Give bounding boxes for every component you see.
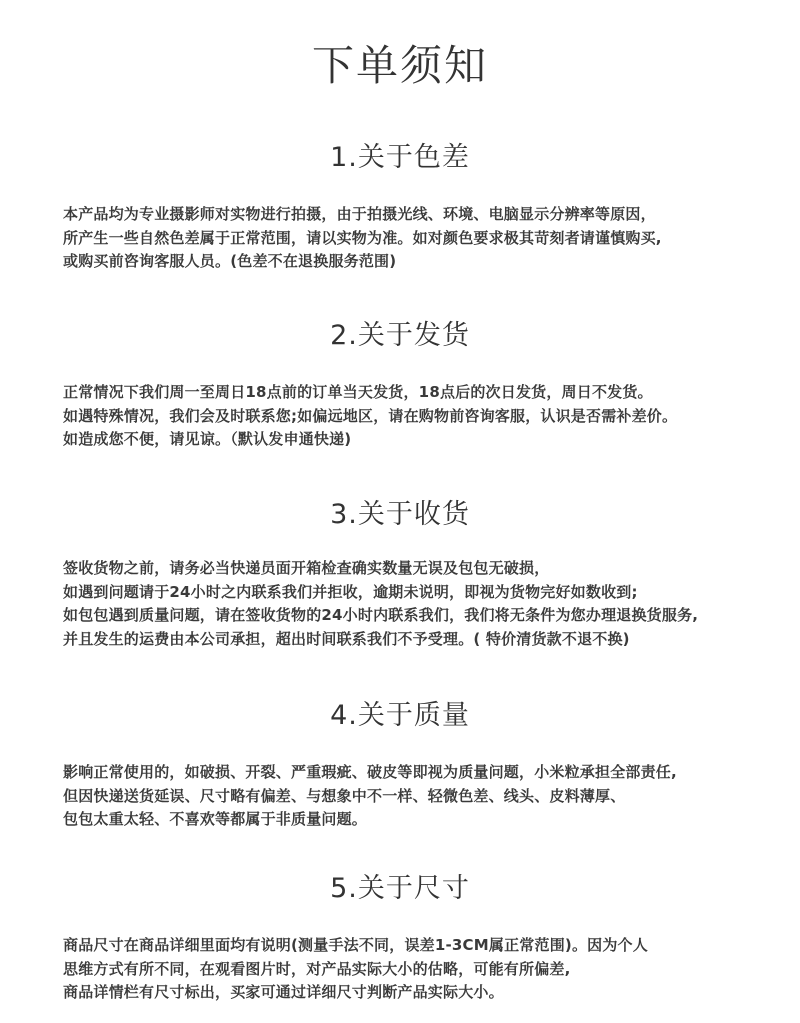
section-text-line: 商品尺寸在商品详细里面均有说明(测量手法不同，误差1-3CM属正常范围)。因为个人: [63, 936, 648, 954]
section-body: [63, 761, 793, 832]
section-text-line: 正常情况下我们周一至周日18点前的订单当天发货，18点后的次日发货，周日不发货。: [63, 383, 653, 401]
section-text-line: 本产品均为专业摄影师对实物进行拍摄，由于拍摄光线、环境、电脑显示分辨率等原因，: [63, 205, 656, 223]
section-text-line: 影响正常使用的，如破损、开裂、严重瑕疵、破皮等即视为质量问题，小米粒承担全部责任,: [63, 763, 677, 781]
section-text-line: 但因快递送货延误、尺寸略有偏差、与想象中不一样、轻微色差、线头、皮料薄厚、: [63, 786, 626, 805]
section-heading: 5.关于尺寸: [330, 873, 470, 904]
section-quality: [0, 698, 800, 828]
section-heading: 1.关于色差: [330, 142, 470, 173]
section-text-line: 商品详情栏有尺寸标出，买家可通过详细尺寸判断产品实际大小。: [63, 983, 504, 1001]
section-text-line: 并且发生的运费由本公司承担，超出时间联系我们不予受理。( 特价清货款不退不换): [63, 629, 630, 648]
section-size: [0, 871, 800, 1001]
section-text-line: 包包太重太轻、不喜欢等都属于非质量问题。: [63, 810, 368, 828]
section-body: [63, 203, 793, 274]
section-text-line: 或购买前咨询客服人员。(色差不在退换服务范围): [63, 252, 397, 270]
section-text-line: 所产生一些自然色差属于正常范围，请以实物为准。如对颜色要求极其苛刻者请谨慎购买,: [63, 228, 662, 247]
section-color-difference: [0, 140, 800, 270]
section-body: [63, 934, 793, 1005]
section-text-line: 思维方式有所不同，在观看图片时，对产品实际大小的估略，可能有所偏差,: [63, 959, 571, 978]
section-heading: 4.关于质量: [330, 700, 470, 731]
section-text-line: 如造成您不便，请见谅。（默认发申通快递): [63, 430, 352, 448]
section-text-line: 签收货物之前，请务必当快递员面开箱检查确实数量无误及包包无破损，: [63, 559, 550, 577]
section-shipping: [0, 318, 800, 448]
section-heading: 2.关于发货: [330, 320, 470, 351]
section-body: [63, 381, 793, 452]
section-text-line: 如遇特殊情况，我们会及时联系您;如偏远地区，请在购物前咨询客服，认识是否需补差价。: [63, 406, 678, 425]
section-body: [63, 557, 793, 651]
section-text-line: 如包包遇到质量问题，请在签收货物的24小时内联系我们，我们将无条件为您办理退换货服务,: [63, 606, 699, 624]
section-heading: 3.关于收货: [330, 499, 470, 530]
page-title: 下单须知: [311, 41, 488, 90]
section-receiving: [0, 497, 800, 648]
section-text-line: 如遇到问题请于24小时之内联系我们并拒收，逾期未说明，即视为货物完好如数收到;: [63, 582, 638, 601]
